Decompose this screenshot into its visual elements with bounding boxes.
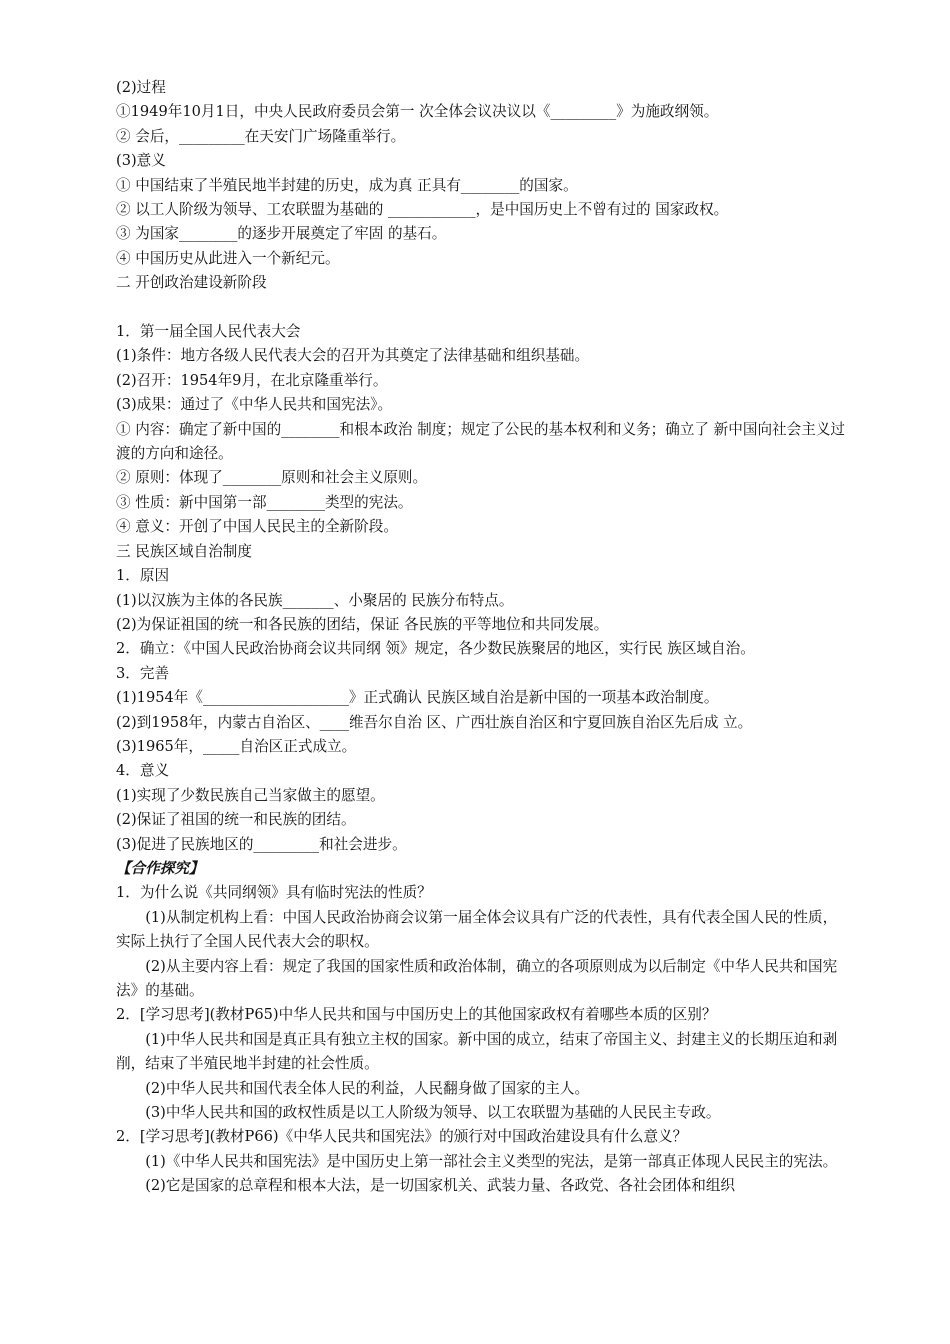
text-line: ② 以工人阶级为领导、工农联盟为基础的 ____________，是中国历史上不曾有过的 国家政权。 (116, 201, 729, 219)
text-line: ③ 为国家________的逐步开展奠定了牢固 的基石。 (116, 225, 447, 243)
text-line: (1)条件：地方各级人民代表大会的召开为其奠定了法律基础和组织基础。 (116, 347, 590, 365)
text-line: (2)召开：1954年9月，在北京隆重举行。 (116, 371, 388, 389)
text-line: 三 民族区域自治制度 (116, 542, 252, 560)
text-line: (1)中华人民共和国是真正具有独立主权的国家。新中国的成立，结束了帝国主义、封建主义的长期压迫和剥削，结束了半殖民地半封建的社会性质。 (116, 1030, 838, 1073)
text-line: 2．[学习思考](教材P66)《中华人民共和国宪法》的颁行对中国政治建设具有什么意义？ (116, 1128, 688, 1146)
text-line: (2)到1958年，内蒙古自治区、____维吾尔自治 区、广西壮族自治区和宁夏回族自治区先后成 立。 (116, 713, 753, 731)
text-line: 2．[学习思考](教材P65)中华人民共和国与中国历史上的其他国家政权有着哪些本质的区别？ (116, 1006, 717, 1024)
text-line: 1．第一届全国人民代表大会 (116, 323, 301, 341)
section-heading: 【合作探究】 (116, 859, 204, 877)
text-line: (2)它是国家的总章程和根本大法，是一切国家机关、武装力量、各政党、各社会团体和组织 (145, 1177, 736, 1195)
text-line: (3)中华人民共和国的政权性质是以工人阶级为领导、以工农联盟为基础的人民民主专政。 (145, 1104, 721, 1122)
text-line: ① 中国结束了半殖民地半封建的历史，成为真 正具有________的国家。 (116, 176, 578, 194)
text-line: ② 会后，_________在天安门广场隆重举行。 (116, 127, 406, 145)
text-line: (1)实现了少数民族自己当家做主的愿望。 (116, 786, 385, 804)
text-line: 4．意义 (116, 762, 170, 780)
text-line: (1)《中华人民共和国宪法》是中国历史上第一部社会主义类型的宪法，是第一部真正体现人民民主的宪法。 (145, 1152, 838, 1170)
text-line: (3)意义 (116, 152, 166, 170)
text-line: (2)过程 (116, 79, 166, 96)
text-line: (3)促进了民族地区的_________和社会进步。 (116, 835, 407, 853)
text-line: 2．确立：《中国人民政治协商会议共同纲 领》规定，各少数民族聚居的地区，实行民 族区域自治。 (116, 640, 755, 658)
text-line: (1)1954年《____________________》正式确认 民族区域自治是新中国的一项基本政治制度。 (116, 689, 719, 707)
text-line: ① 内容：确定了新中国的________和根本政治 制度；规定了公民的基本权利和义务；确立了 新中国向社会主义过渡的方向和途径。 (116, 420, 846, 463)
text-line: ④ 中国历史从此进入一个新纪元。 (116, 249, 340, 267)
text-line: ③ 性质：新中国第一部________类型的宪法。 (116, 493, 413, 511)
text-line: (2)中华人民共和国代表全体人民的利益，人民翻身做了国家的主人。 (145, 1079, 590, 1097)
text-line: 1．原因 (116, 567, 170, 585)
text-line: ①1949年10月1日，中央人民政府委员会第一 次全体会议决议以《_________》为施政纲领。 (116, 103, 719, 121)
text-line: (2)为保证祖国的统一和各民族的团结，保证 各民族的平等地位和共同发展。 (116, 615, 609, 633)
text-line: (2)从主要内容上看：规定了我国的国家性质和政治体制，确立的各项原则成为以后制定《中华人民共和国宪法》的基础。 (116, 957, 838, 1000)
text-line: (1)从制定机构上看：中国人民政治协商会议第一届全体会议具有广泛的代表性，具有代表全国人民的性质，实际上执行了全国人民代表大会的职权。 (116, 908, 838, 951)
text-line: 二 开创政治建设新阶段 (116, 274, 267, 292)
text-line: ④ 意义：开创了中国人民民主的全新阶段。 (116, 518, 398, 536)
text-line: ② 原则：体现了________原则和社会主义原则。 (116, 469, 428, 487)
text-line: (2)保证了祖国的统一和民族的团结。 (116, 811, 356, 829)
text-line: 1．为什么说《共同纲领》具有临时宪法的性质？ (116, 884, 432, 902)
text-line: (3)1965年，_____自治区正式成立。 (116, 737, 357, 755)
text-line: (3)成果：通过了《中华人民共和国宪法》。 (116, 396, 393, 414)
blank-line (116, 296, 846, 320)
text-line: 3．完善 (116, 664, 170, 682)
text-line: (1)以汉族为主体的各民族_______、小聚居的 民族分布特点。 (116, 591, 514, 609)
document-body (116, 76, 846, 1199)
